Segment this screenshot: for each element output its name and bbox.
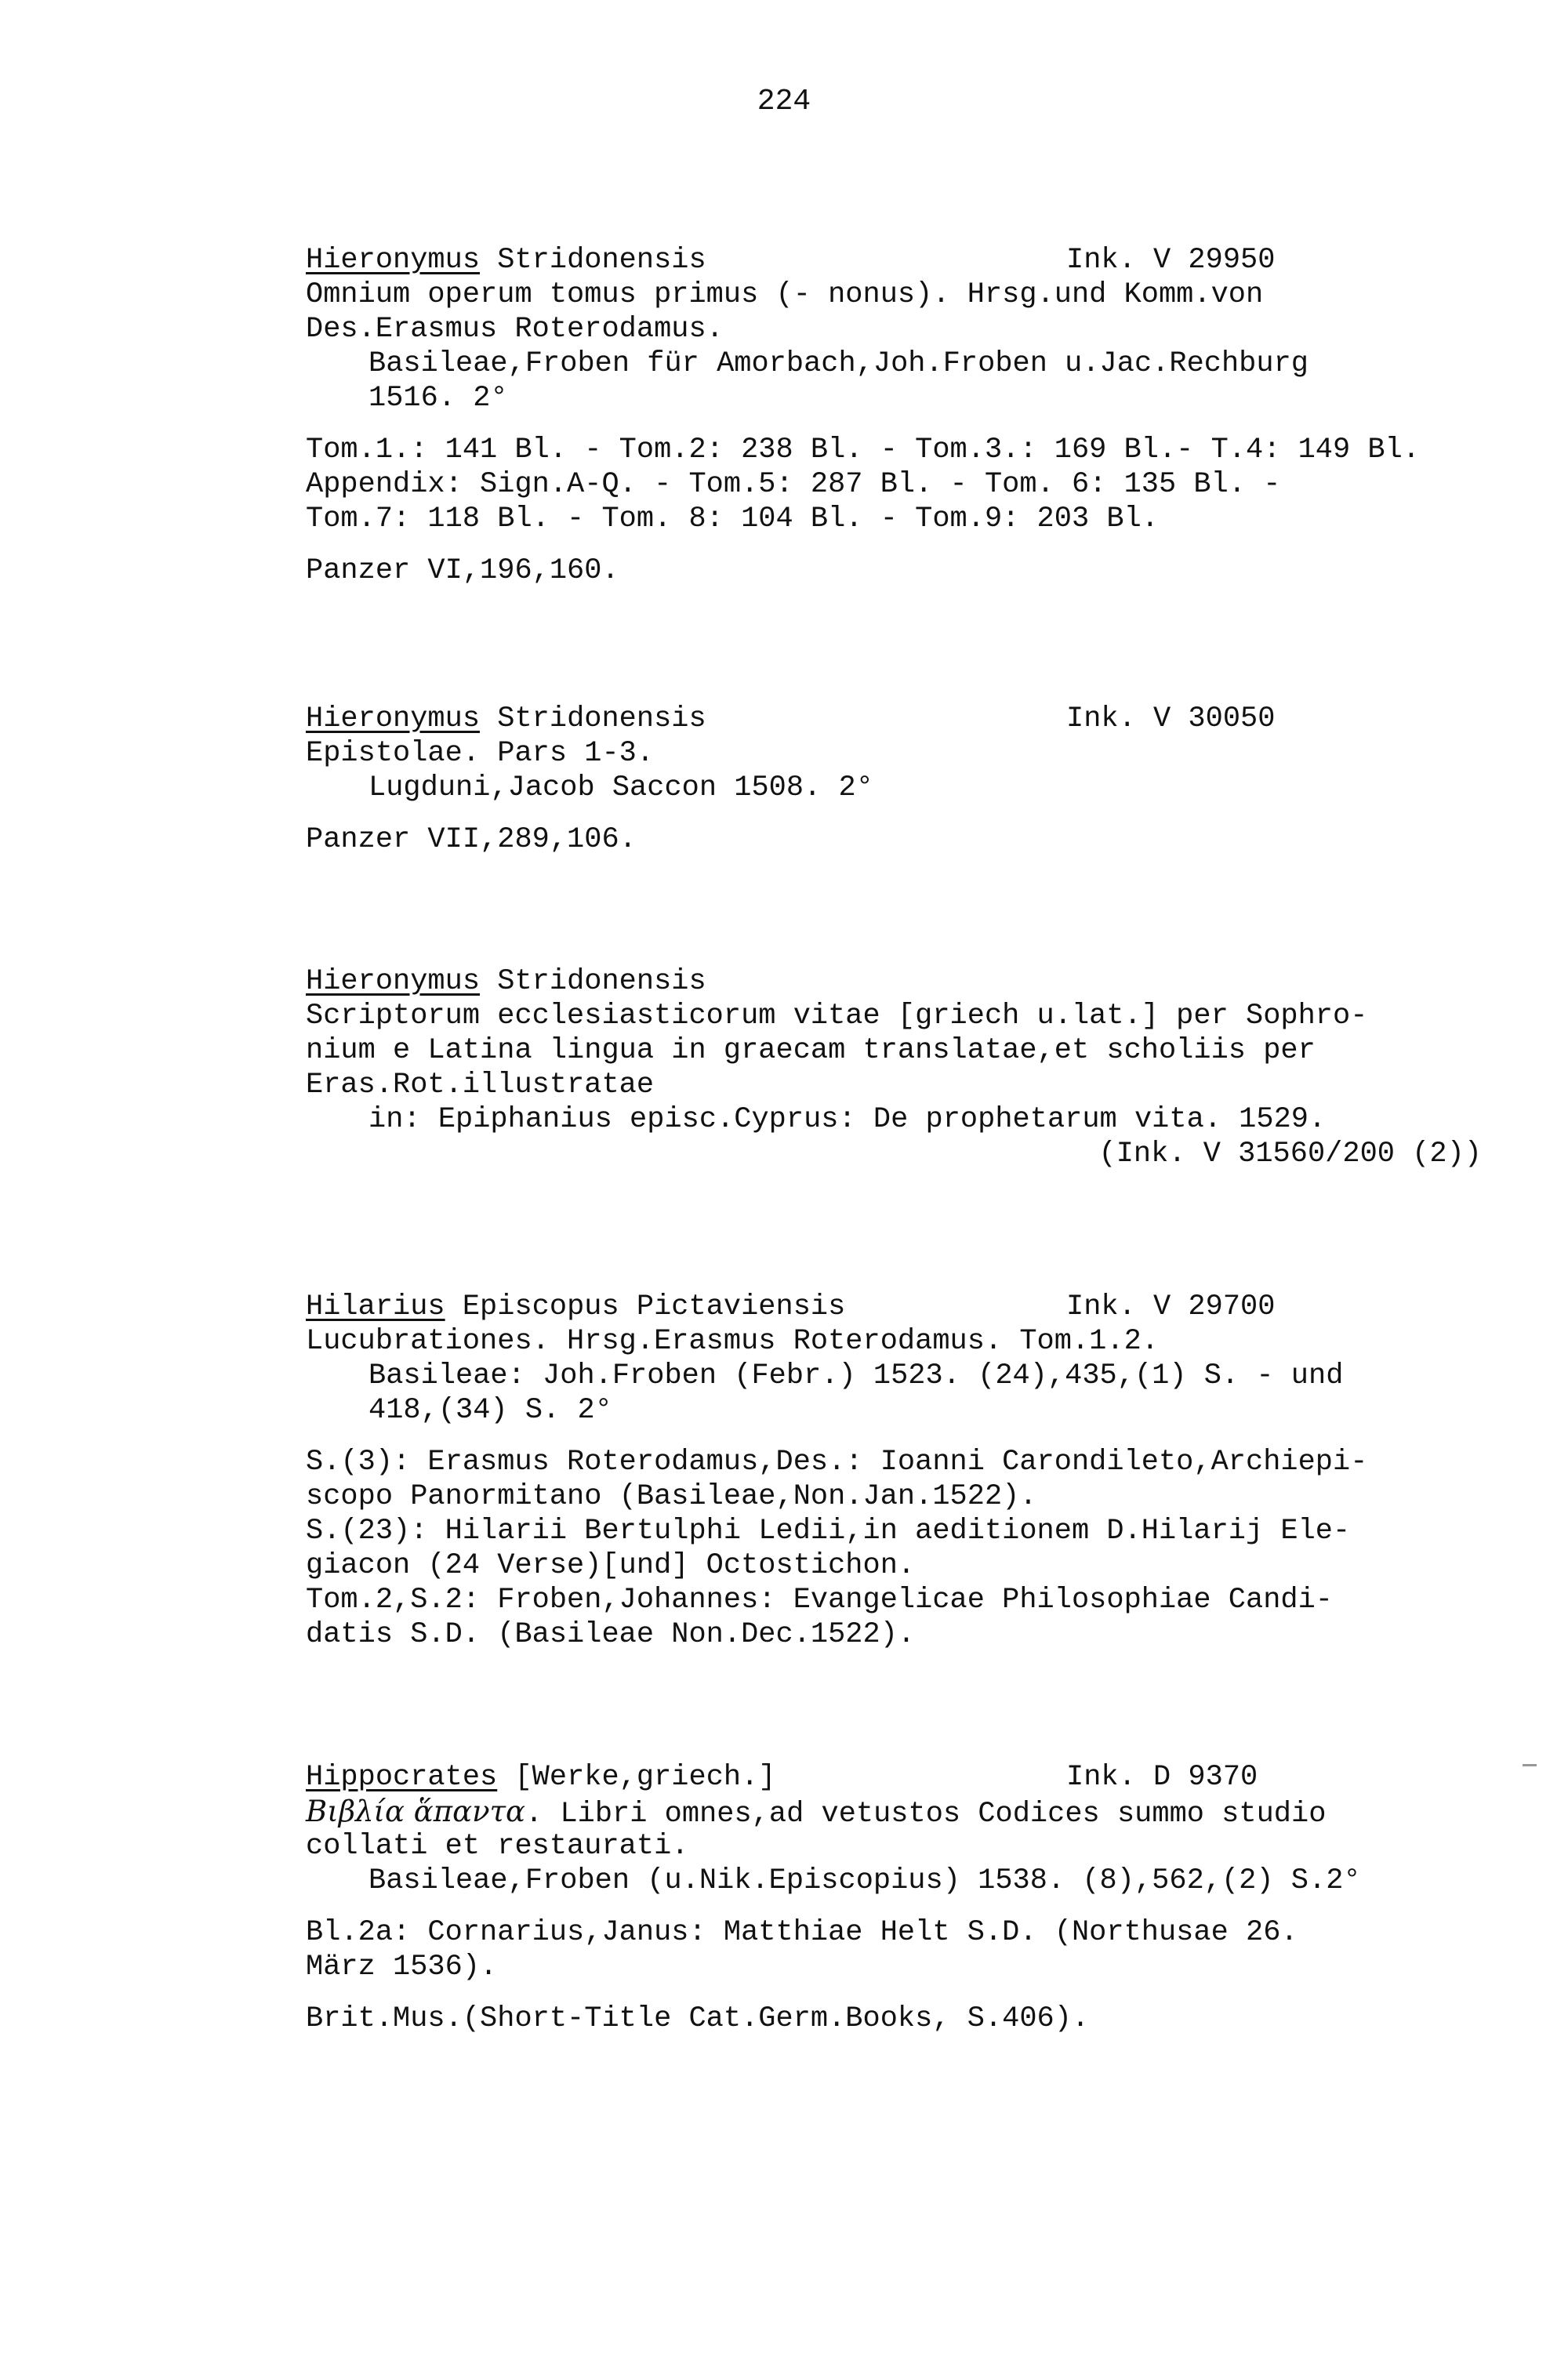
entry-heading bbox=[306, 1760, 1529, 1795]
reference-line: Panzer VI,196,160. bbox=[306, 554, 619, 587]
entry-heading bbox=[306, 1290, 1529, 1324]
title-line: Epistolae. Pars 1-3. bbox=[306, 737, 655, 770]
note-line: S.(23): Hilarii Bertulphi Ledii,in aeditionem D.Hilarij Ele- bbox=[306, 1515, 1351, 1548]
ink-number: Ink. D 9370 bbox=[1066, 1761, 1258, 1794]
ink-number: Ink. V 30050 bbox=[1066, 702, 1276, 735]
note-line: Appendix: Sign.A-Q. - Tom.5: 287 Bl. - Tom. 6: 135 Bl. - bbox=[306, 468, 1281, 501]
note-line: Tom.7: 118 Bl. - Tom. 8: 104 Bl. - Tom.9: 203 Bl. bbox=[306, 503, 1159, 535]
note-line: Tom.2,S.2: Froben,Johannes: Evangelicae Philosophiae Candi- bbox=[306, 1584, 1334, 1617]
catalog-entry bbox=[306, 1760, 1529, 2036]
imprint-line: Basileae,Froben (u.Nik.Episcopius) 1538. (8),562,(2) S.2° bbox=[368, 1864, 1361, 1897]
ink-number: Ink. V 29700 bbox=[1066, 1290, 1276, 1323]
title-line: Des.Erasmus Roterodamus. bbox=[306, 313, 724, 346]
entry-heading bbox=[306, 702, 1529, 736]
ink-number: Ink. V 29950 bbox=[1066, 244, 1276, 277]
note-line: Tom.1.: 141 Bl. - Tom.2: 238 Bl. - Tom.3.: 169 Bl.- T.4: 149 Bl. bbox=[306, 434, 1421, 466]
catalog-entry bbox=[306, 702, 1529, 857]
title-text: . Libri omnes,ad vetustos Codices summo studio bbox=[525, 1798, 1327, 1831]
catalog-entry bbox=[306, 964, 1529, 1171]
imprint-line: in: Epiphanius episc.Cyprus: De prophetarum vita. 1529. bbox=[368, 1103, 1327, 1136]
imprint-line: Basileae,Froben für Amorbach,Joh.Froben u.Jac.Rechburg bbox=[368, 347, 1308, 380]
author-name: Hieronymus bbox=[306, 702, 481, 735]
author-name: Hieronymus bbox=[306, 965, 481, 998]
title-line: Eras.Rot.illustratae bbox=[306, 1069, 655, 1102]
author-name: Hilarius bbox=[306, 1290, 445, 1323]
imprint-line: 418,(34) S. 2° bbox=[368, 1394, 612, 1427]
catalog-entry bbox=[306, 243, 1529, 588]
note-line: Bl.2a: Cornarius,Janus: Matthiae Helt S.D. (Northusae 26. bbox=[306, 1916, 1298, 1949]
author-epithet: Stridonensis bbox=[480, 702, 706, 735]
author-epithet: Stridonensis bbox=[480, 965, 706, 998]
reference-line: Panzer VII,289,106. bbox=[306, 823, 637, 856]
title-line: collati et restaurati. bbox=[306, 1830, 689, 1863]
catalog-entry bbox=[306, 1290, 1529, 1652]
author-epithet: Stridonensis bbox=[480, 244, 706, 277]
scan-speck bbox=[1523, 1764, 1537, 1766]
author-name: Hieronymus bbox=[306, 244, 481, 277]
title-line: nium e Latina lingua in graecam translatae,et scholiis per bbox=[306, 1034, 1316, 1067]
title-line: Omnium operum tomus primus (- nonus). Hrsg.und Komm.von bbox=[306, 278, 1264, 311]
greek-title: Βιβλία ἅπαντα bbox=[306, 1795, 526, 1828]
title-line: Scriptorum ecclesiasticorum vitae [griech u.lat.] per Sophro- bbox=[306, 1000, 1368, 1033]
imprint-line: Lugduni,Jacob Saccon 1508. 2° bbox=[368, 771, 873, 804]
reference-line: Brit.Mus.(Short-Title Cat.Germ.Books, S.406). bbox=[306, 2002, 1090, 2035]
note-line: März 1536). bbox=[306, 1951, 498, 1984]
entry-heading bbox=[306, 243, 1529, 278]
note-line: S.(3): Erasmus Roterodamus,Des.: Ioanni Carondileto,Archiepi- bbox=[306, 1446, 1368, 1479]
imprint-line: 1516. 2° bbox=[368, 382, 508, 415]
entry-heading bbox=[306, 964, 1529, 999]
title-line bbox=[306, 1795, 1529, 1829]
note-line: scopo Panormitano (Basileae,Non.Jan.1522). bbox=[306, 1480, 1037, 1513]
author-epithet: [Werke,griech.] bbox=[497, 1761, 776, 1794]
author-epithet: Episcopus Pictaviensis bbox=[445, 1290, 846, 1323]
note-line: giacon (24 Verse)[und] Octostichon. bbox=[306, 1549, 916, 1582]
title-line: Lucubrationes. Hrsg.Erasmus Roterodamus. Tom.1.2. bbox=[306, 1325, 1159, 1358]
ink-number: (Ink. V 31560/200 (2)) bbox=[1098, 1138, 1482, 1171]
author-name: Hippocrates bbox=[306, 1761, 498, 1794]
note-line: datis S.D. (Basileae Non.Dec.1522). bbox=[306, 1618, 916, 1651]
imprint-line: Basileae: Joh.Froben (Febr.) 1523. (24),435,(1) S. - und bbox=[368, 1359, 1344, 1392]
page-number: 224 bbox=[757, 85, 811, 118]
